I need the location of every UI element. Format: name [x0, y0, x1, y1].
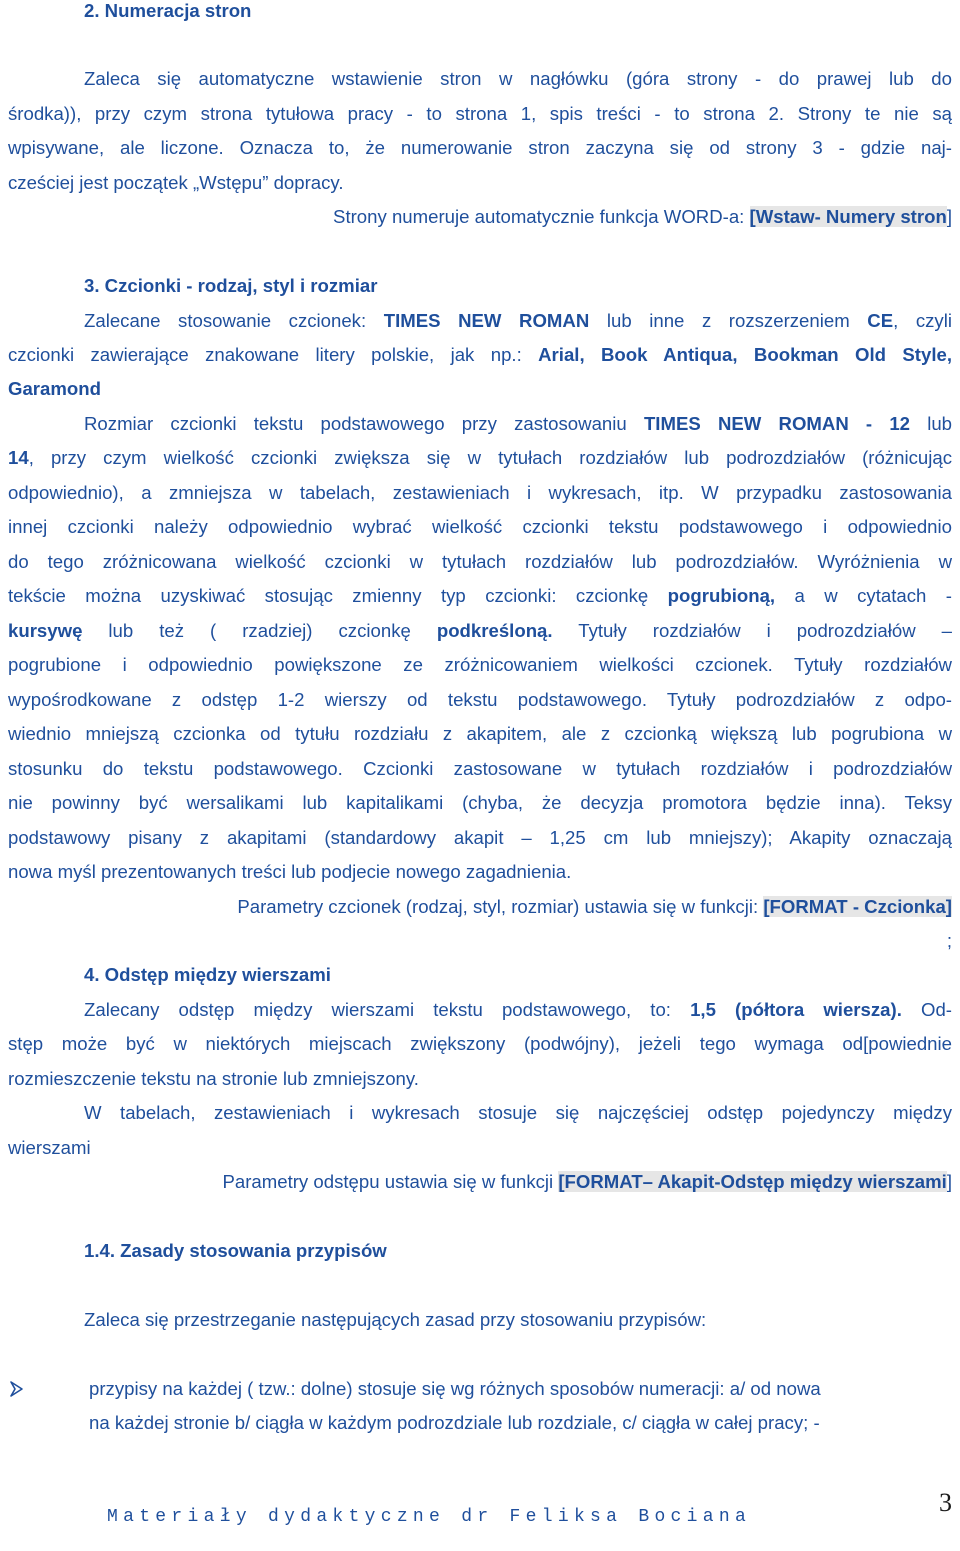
- paragraph-line: Garamond: [8, 378, 101, 399]
- paragraph-line: stęp może być w niektórych miejscach zwiększony (podwójny), jeżeli tego wymaga od[powiednie: [8, 1033, 952, 1054]
- paragraph-line: do tego zróżnicowana wielkość czcionki w tytułach rozdziałów lub podrozdziałów. Wyróżnienia w: [8, 551, 953, 572]
- paragraph-line: środka)), przy czym strona tytułowa pracy - to strona 1, spis treści - to strona 2. Strony te nie są: [8, 103, 952, 124]
- paragraph-line: kursywę lub też ( rzadziej) czcionkę podkreśloną. Tytuły rozdziałów i podrozdziałów –: [8, 620, 952, 641]
- bracket: ]: [946, 206, 952, 227]
- section-4-heading: 4. Odstęp między wierszami: [84, 964, 331, 985]
- format-function-line: Parametry czcionek (rodzaj, styl, rozmiar) ustawia się w funkcji: [FORMAT - Czcionka]: [237, 896, 952, 917]
- paragraph-line: innej czcionki należy odpowiednio wybrać wielkość czcionki tekstu podstawowego i odpowiednio: [8, 516, 952, 537]
- paragraph-line: ;: [946, 930, 952, 951]
- paragraph-line: pogrubione i odpowiednio powiększone ze zróżnicowaniem wielkości czcionek. Tytuły rozdziałów: [8, 654, 952, 675]
- paragraph-line: odpowiednio), a zmniejsza w tabelach, zestawieniach i wykresach, itp. W przypadku zastosowania: [8, 482, 952, 503]
- function-text: Strony numeruje automatycznie funkcja WORD-a:: [333, 206, 750, 227]
- paragraph-line: wypośrodkowane z odstęp 1-2 wierszy od tekstu podstawowego. Tytuły podrozdziałów z odpo-: [8, 689, 952, 710]
- footer-text: Materiały dydaktyczne dr Feliksa Bociana: [107, 1507, 752, 1527]
- format-function-line: Parametry odstępu ustawia się w funkcji [FORMAT– Akapit-Odstęp między wierszami]: [222, 1171, 952, 1192]
- paragraph-line: nie powinny być wersalikami lub kapitalikami (chyba, że decyzja promotora będzie inna). Teksy: [8, 792, 952, 813]
- paragraph-line: Zalecany odstęp między wierszami tekstu podstawowego, to: 1,5 (półtora wiersza). Od-: [84, 999, 952, 1020]
- paragraph-line: W tabelach, zestawieniach i wykresach stosuje się najczęściej odstęp pojedynczy między: [84, 1102, 952, 1123]
- paragraph-line: stosunku do tekstu podstawowego. Czcionki zastosowane w tytułach rozdziałów i podrozdziałów: [8, 758, 953, 779]
- page-number: 3: [939, 1488, 952, 1517]
- paragraph-line: Rozmiar czcionki tekstu podstawowego przy zastosowaniu TIMES NEW ROMAN - 12 lub: [84, 413, 953, 434]
- section-1-4-heading: 1.4. Zasady stosowania przypisów: [84, 1240, 387, 1261]
- section-3-heading: 3. Czcionki - rodzaj, styl i rozmiar: [84, 275, 378, 296]
- paragraph-line: Zalecane stosowanie czcionek: TIMES NEW ROMAN lub inne z rozszerzeniem CE, czyli: [84, 310, 952, 331]
- paragraph-line: Zaleca się przestrzeganie następujących zasad przy stosowaniu przypisów:: [84, 1309, 707, 1330]
- paragraph-line: wpisywane, ale liczone. Oznacza to, że numerowanie stron zaczyna się od strony 3 - gdzie naj-: [8, 137, 952, 158]
- paragraph-line: cześciej jest początek „Wstępu” dopracy.: [8, 172, 344, 193]
- page-number-function-line: [8, 206, 952, 228]
- paragraph-line: Zaleca się automatyczne wstawienie stron w nagłówku (góra strony - do prawej lub do: [84, 68, 952, 89]
- paragraph-line: wiednio mniejszą czcionka od tytułu rozdziału z akapitem, ale z czcionką większą lub pogrubiona w: [8, 723, 952, 744]
- bullet-item-text: przypisy na każdej ( tzw.: dolne) stosuje się wg różnych sposobów numeracji: a/ od nowa: [89, 1378, 821, 1399]
- paragraph-line: 14, przy czym wielkość czcionki zwiększa się w tytułach rozdziałów lub podrozdziałów (różnicując: [8, 447, 952, 468]
- paragraph-line: nowa myśl prezentowanych treści lub podjecie nowego zagadnienia.: [8, 861, 572, 882]
- paragraph-line: podstawowy pisany z akapitami (standardowy akapit – 1,25 cm lub mniejszy); Akapity oznaczają: [8, 827, 952, 848]
- paragraph-line: tekście można uzyskiwać stosując zmienny typ czcionki: czcionkę pogrubioną, a w cytatach -: [8, 585, 952, 606]
- paragraph-line: wierszami: [8, 1137, 91, 1158]
- arrow-bullet-icon: [8, 1378, 32, 1400]
- function-command: [Wstaw- Numery stron: [749, 206, 947, 227]
- paragraph-line: rozmieszczenie tekstu na stronie lub zmniejszony.: [8, 1068, 419, 1089]
- paragraph-line: czcionki zawierające znakowane litery polskie, jak np.: Arial, Book Antiqua, Bookman Old Style,: [8, 344, 952, 365]
- section-2-heading: 2. Numeracja stron: [84, 0, 252, 21]
- bullet-item-text: na każdej stronie b/ ciągła w każdym podrozdziale lub rozdziale, c/ ciągła w całej pracy; -: [89, 1412, 820, 1433]
